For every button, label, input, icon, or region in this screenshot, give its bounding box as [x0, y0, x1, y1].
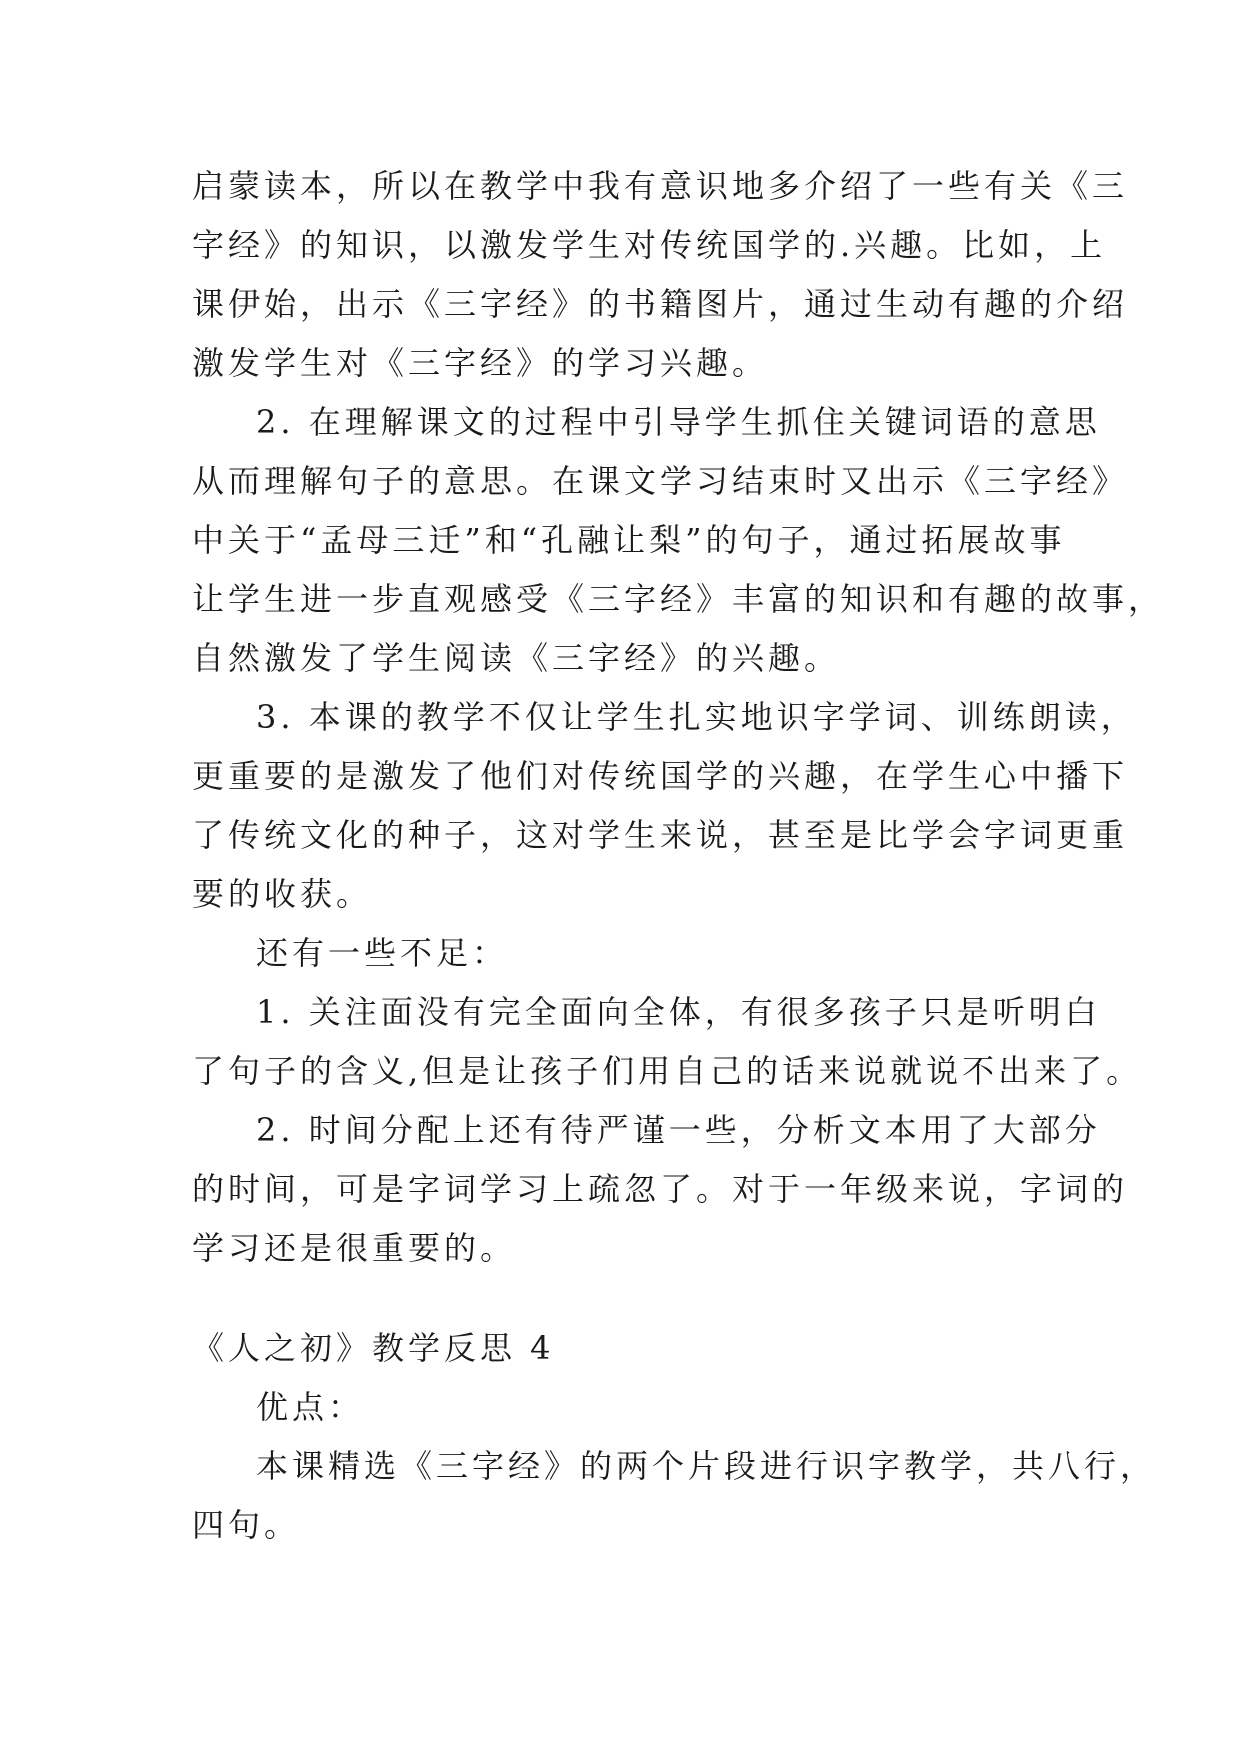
body-line: 让学生进一步直观感受《三字经》丰富的知识和有趣的故事， [192, 580, 1165, 618]
body-line: 课伊始，出示《三字经》的书籍图片，通过生动有趣的介绍 [192, 285, 1129, 323]
body-line: 启蒙读本，所以在教学中我有意识地多介绍了一些有关《三 [192, 167, 1129, 205]
body-line: 优点： [256, 1388, 365, 1426]
body-line: 学习还是很重要的。 [192, 1229, 517, 1267]
body-line: 要的收获。 [192, 875, 373, 913]
body-line: 的时间，可是字词学习上疏忽了。对于一年级来说，字词的 [192, 1170, 1129, 1208]
body-line: 2. 时间分配上还有待严谨一些，分析文本用了大部分 [256, 1111, 1101, 1149]
body-line: 还有一些不足： [256, 934, 509, 972]
body-line: 中关于“孟母三迁”和“孔融让梨”的句子，通过拓展故事 [192, 521, 1066, 559]
body-line: 1. 关注面没有完全面向全体，有很多孩子只是听明白 [256, 993, 1101, 1031]
section-heading: 《人之初》教学反思 4 [192, 1329, 555, 1367]
body-line: 本课精选《三字经》的两个片段进行识字教学，共八行， [256, 1447, 1157, 1485]
body-line: 从而理解句子的意思。在课文学习结束时又出示《三字经》 [192, 462, 1129, 500]
body-line: 自然激发了学生阅读《三字经》的兴趣。 [192, 639, 841, 677]
body-line: 了句子的含义,但是让孩子们用自己的话来说就说不出来了。 [192, 1052, 1143, 1090]
body-line: 3. 本课的教学不仅让学生扎实地识字学词、训练朗读， [256, 698, 1137, 736]
body-line: 字经》的知识，以激发学生对传统国学的.兴趣。比如，上 [192, 226, 1107, 264]
body-line: 四句。 [192, 1506, 301, 1544]
body-line: 激发学生对《三字经》的学习兴趣。 [192, 344, 769, 382]
body-line: 了传统文化的种子，这对学生来说，甚至是比学会字词更重 [192, 816, 1129, 854]
body-line: 2. 在理解课文的过程中引导学生抓住关键词语的意思 [256, 403, 1101, 441]
body-line: 更重要的是激发了他们对传统国学的兴趣，在学生心中播下 [192, 757, 1129, 795]
